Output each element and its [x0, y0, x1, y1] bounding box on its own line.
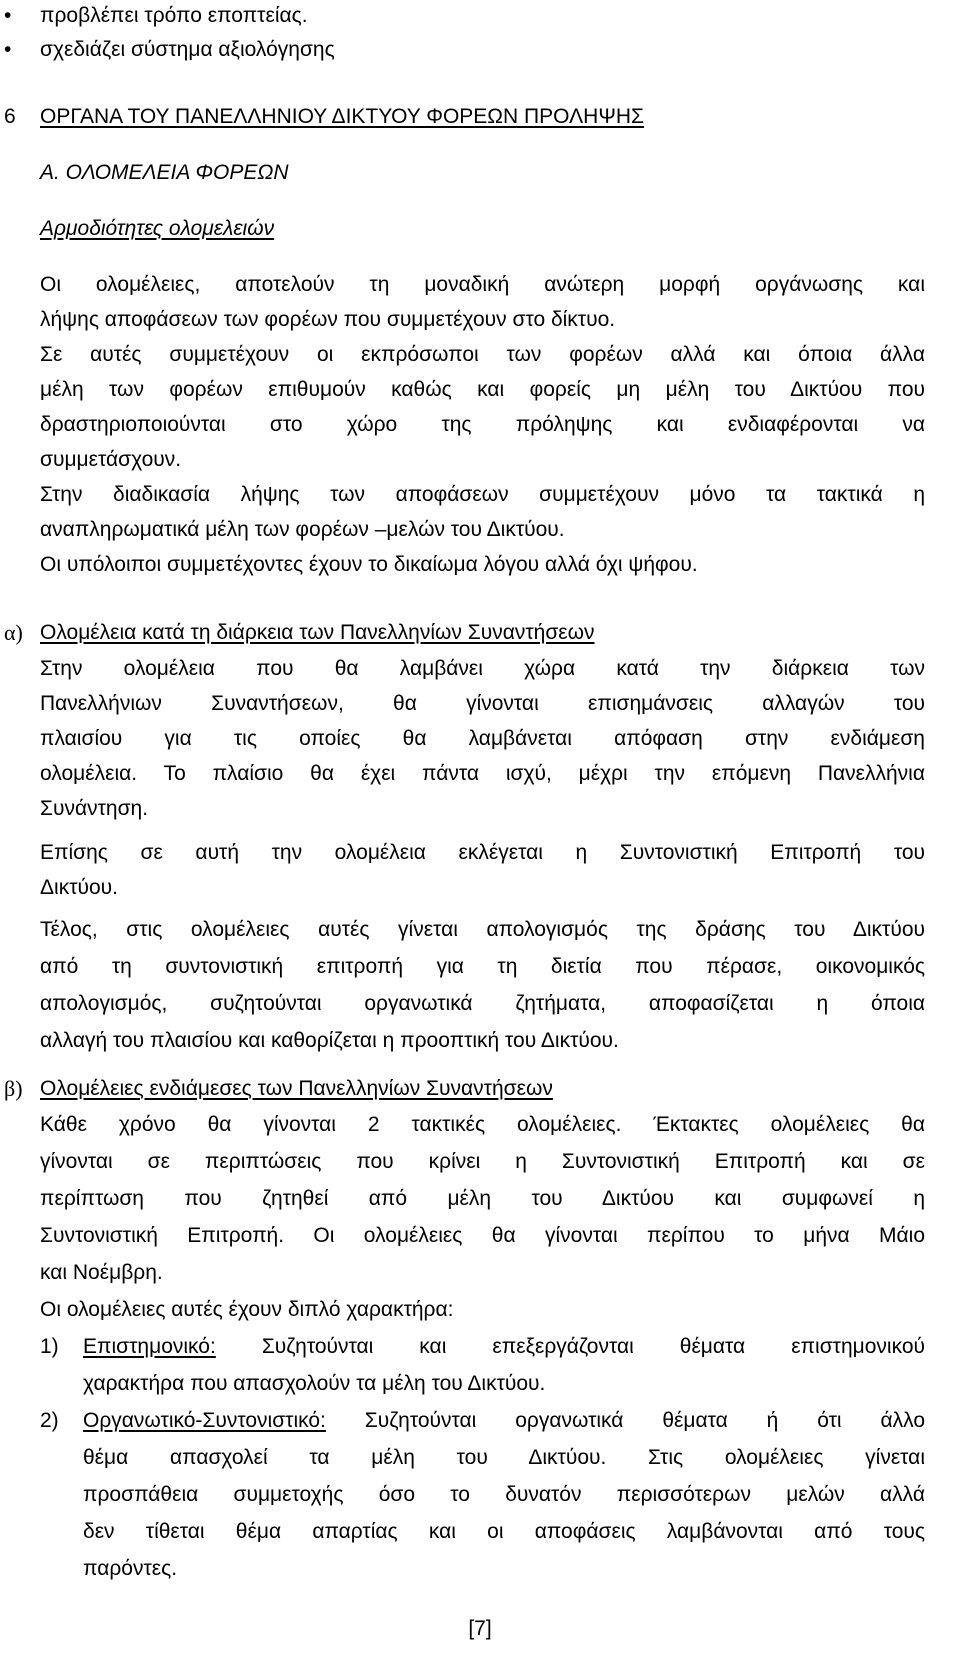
- list-number: 2): [40, 1409, 59, 1432]
- body-line: λήψης αποφάσεων των φορέων που συμμετέχουν στο δίκτυο.: [40, 308, 616, 331]
- body-line: Σε αυτές συμμετέχουν οι εκπρόσωποι των φορέων αλλά και όποια άλλα: [40, 343, 925, 366]
- body-line: και Νοέμβρη.: [40, 1261, 163, 1284]
- body-line: περίπτωση που ζητηθεί από μέλη του Δικτύου και συμφωνεί η: [40, 1187, 925, 1210]
- part-b-marker: β): [4, 1076, 23, 1101]
- bullet-icon: •: [4, 38, 12, 61]
- body-line: αλλαγή του πλαισίου και καθορίζεται η προοπτική του Δικτύου.: [40, 1029, 619, 1052]
- part-a-marker: α): [4, 620, 23, 645]
- body-line: Πανελλήνιων Συναντήσεων, θα γίνονται επισημάνσεις αλλαγών του: [40, 692, 925, 715]
- body-line: Επίσης σε αυτή την ολομέλεια εκλέγεται η Συντονιστική Επιτροπή του: [40, 841, 925, 864]
- subsection-title: Α. ΟΛΟΜΕΛΕΙΑ ΦΟΡΕΩΝ: [40, 161, 289, 184]
- body-line: Τέλος, στις ολομέλειες αυτές γίνεται απολογισμός της δράσης του Δικτύου: [40, 918, 925, 941]
- list-item-text: Συζητούνται και επεξεργάζονται θέματα επιστημονικού: [215, 1335, 925, 1358]
- body-line: απολογισμός, συζητούνται οργανωτικά ζητήματα, αποφασίζεται η όποια: [40, 992, 925, 1015]
- list-item-first-line: [83, 1408, 925, 1434]
- bullet-item: προβλέπει τρόπο εποπτείας.: [40, 4, 308, 27]
- body-line: δραστηριοποιούνται στο χώρο της πρόληψης και ενδιαφέρονται να: [40, 413, 925, 436]
- character-intro: Οι ολομέλειες αυτές έχουν διπλό χαρακτήρα:: [40, 1298, 454, 1321]
- list-item-line: προσπάθεια συμμετοχής όσο το δυνατόν περισσότερων μελών αλλά: [83, 1483, 925, 1506]
- list-item-line: χαρακτήρα που απασχολούν τα μέλη του Δικτύου.: [83, 1372, 546, 1395]
- list-item-line: δεν τίθεται θέμα απαρτίας και οι αποφάσεις λαμβάνονται από τους: [83, 1520, 925, 1543]
- subsection-heading: Αρμοδιότητες ολομελειών: [40, 217, 275, 240]
- body-line: γίνονται σε περιπτώσεις που κρίνει η Συντονιστική Επιτροπή και σε: [40, 1150, 925, 1173]
- body-line: από τη συντονιστική επιτροπή για τη διετία που πέρασε, οικονομικός: [40, 955, 925, 978]
- body-line: Οι ολομέλειες, αποτελούν τη μοναδική ανώτερη μορφή οργάνωσης και: [40, 273, 925, 296]
- body-line: Συντονιστική Επιτροπή. Οι ολομέλειες θα γίνονται περίπου το μήνα Μάιο: [40, 1224, 925, 1247]
- body-line: Συνάντηση.: [40, 797, 149, 820]
- body-line: Οι υπόλοιποι συμμετέχοντες έχουν το δικαίωμα λόγου αλλά όχι ψήφου.: [40, 553, 698, 576]
- list-number: 1): [40, 1335, 59, 1358]
- bullet-icon: •: [4, 4, 12, 27]
- bullet-item: σχεδιάζει σύστημα αξιολόγησης: [40, 38, 335, 61]
- body-line: πλαισίου για τις οποίες θα λαμβάνεται απόφαση στην ενδιάμεση: [40, 727, 925, 750]
- body-line: Δικτύου.: [40, 876, 118, 899]
- list-item-label: Οργανωτικό-Συντονιστικό:: [83, 1409, 326, 1432]
- body-line: Στην διαδικασία λήψης των αποφάσεων συμμετέχουν μόνο τα τακτικά η: [40, 483, 925, 506]
- body-line: Στην ολομέλεια που θα λαμβάνει χώρα κατά την διάρκεια των: [40, 657, 925, 680]
- part-b-heading: Ολομέλειες ενδιάμεσες των Πανελληνίων Συναντήσεων: [40, 1077, 553, 1100]
- list-item-text: Συζητούνται οργανωτικά θέματα ή ότι άλλο: [325, 1409, 925, 1432]
- body-line: συμμετάσχουν.: [40, 448, 182, 471]
- section-number: 6: [4, 105, 16, 128]
- section-title: ΟΡΓΑΝΑ ΤΟΥ ΠΑΝΕΛΛΗΝΙΟΥ ΔΙΚΤΥΟΥ ΦΟΡΕΩΝ ΠΡΟΛΗΨΗΣ: [40, 105, 645, 128]
- body-line: ολομέλεια. Το πλαίσιο θα έχει πάντα ισχύ, μέχρι την επόμενη Πανελλήνια: [40, 762, 925, 785]
- body-line: αναπληρωματικά μέλη των φορέων –μελών του Δικτύου.: [40, 518, 565, 541]
- list-item-line: θέμα απασχολεί τα μέλη του Δικτύου. Στις ολομέλειες γίνεται: [83, 1446, 925, 1469]
- list-item-first-line: [83, 1334, 925, 1360]
- body-line: Κάθε χρόνο θα γίνονται 2 τακτικές ολομέλειες. Έκτακτες ολομέλειες θα: [40, 1113, 925, 1136]
- body-line: μέλη των φορέων επιθυμούν καθώς και φορείς μη μέλη του Δικτύου που: [40, 378, 925, 401]
- page-number: [7]: [468, 1617, 492, 1640]
- list-item-line: παρόντες.: [83, 1557, 178, 1580]
- part-a-heading: Ολομέλεια κατά τη διάρκεια των Πανελληνίων Συναντήσεων: [40, 621, 595, 644]
- list-item-label: Επιστημονικό:: [83, 1335, 216, 1358]
